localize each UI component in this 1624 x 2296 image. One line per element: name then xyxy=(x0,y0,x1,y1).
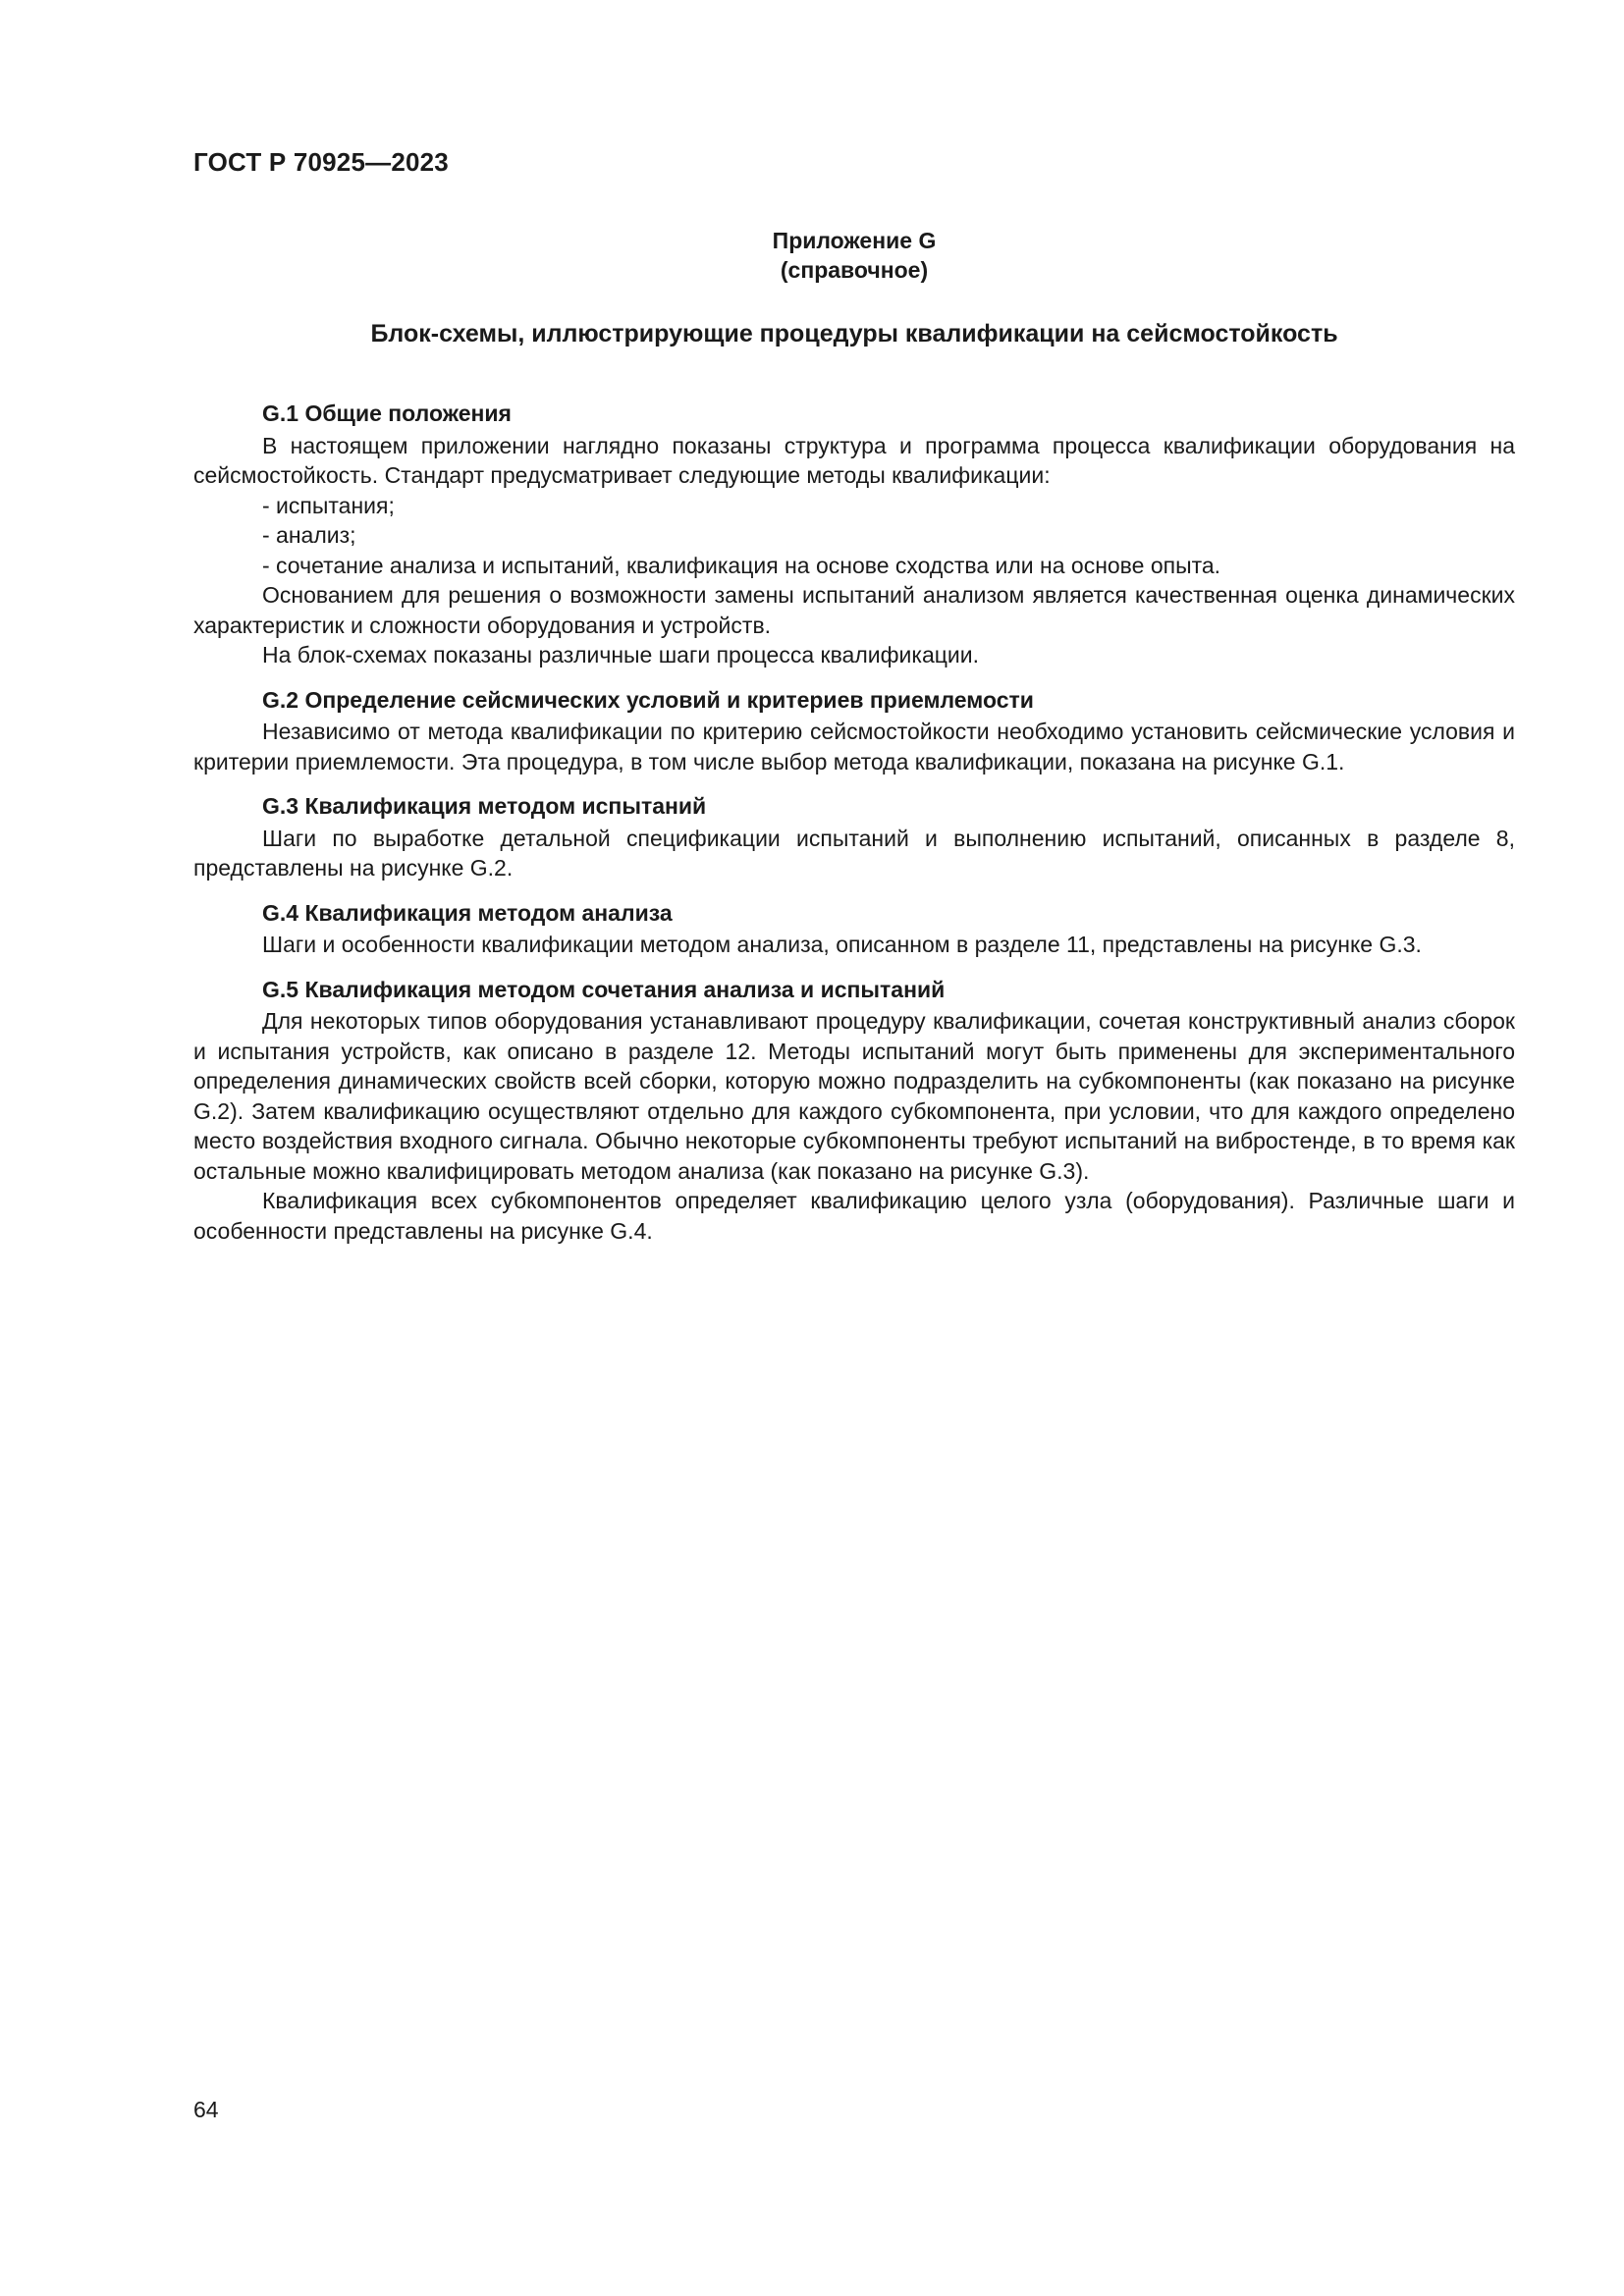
annex-type: (справочное) xyxy=(780,257,929,283)
paragraph: Шаги и особенности квалификации методом анализа, описанном в разделе 11, представлены на рисунке G.3. xyxy=(262,932,1422,957)
document-number: ГОСТ Р 70925—2023 xyxy=(193,147,449,177)
annex-label-block xyxy=(193,226,1515,285)
paragraph: Независимо от метода квалификации по критерию сейсмостойкости необходимо установить сейсмические условия и критерии приемлемости. Эта процедура, в том числе выбор метода квалификации, показана на рисунке G.1. xyxy=(193,719,1515,774)
list-item: - анализ; xyxy=(262,522,356,548)
paragraph: На блок-схемах показаны различные шаги процесса квалификации. xyxy=(262,642,980,667)
paragraph: Шаги по выработке детальной спецификации испытаний и выполнению испытаний, описанных в разделе 8, представлены на рисунке G.2. xyxy=(193,825,1515,881)
section-heading-g1: G.1 Общие положения xyxy=(262,400,512,426)
section-heading-g3: G.3 Квалификация методом испытаний xyxy=(262,793,707,819)
document-body xyxy=(193,399,1515,1246)
paragraph: Квалификация всех субкомпонентов определяет квалификацию целого узла (оборудования). Различные шаги и особенности представлены на рисунке G.4. xyxy=(193,1188,1515,1244)
section-heading-g2: G.2 Определение сейсмических условий и критериев приемлемости xyxy=(262,686,1034,713)
list-item: - сочетание анализа и испытаний, квалификация на основе сходства или на основе опыта. xyxy=(262,552,1221,578)
paragraph: В настоящем приложении наглядно показаны структура и программа процесса квалификации оборудования на сейсмостойкость. Стандарт предусматривает следующие методы квалификации: xyxy=(193,432,1515,488)
page-number: 64 xyxy=(193,2097,219,2122)
section-heading-g4: G.4 Квалификация методом анализа xyxy=(262,899,673,926)
paragraph: Основанием для решения о возможности замены испытаний анализом является качественная оценка динамических характеристик и сложности оборудования и устройств. xyxy=(193,582,1515,638)
annex-label: Приложение G xyxy=(772,228,937,253)
list-item: - испытания; xyxy=(262,492,395,518)
paragraph: Для некоторых типов оборудования устанавливают процедуру квалификации, сочетая конструктивный анализ сборок и испытания устройств, как описано в разделе 12. Методы испытаний могут быть применены для экспериментального определения динамических свойств всей сборки, которую можно подразделить на субкомпоненты (как показано на рисунке G.2). Затем квалификацию осуществляют отдельно для каждого субкомпонента, при условии, что для каждого определено место воздействия входного сигнала. Обычно некоторые субкомпоненты требуют испытаний на вибростенде, в то время как остальные можно квалифицировать методом анализа (как показано на рисунке G.3). xyxy=(193,1008,1515,1184)
annex-title: Блок-схемы, иллюстрирующие процедуры квалификации на сейсмостойкость xyxy=(370,320,1338,347)
section-heading-g5: G.5 Квалификация методом сочетания анализа и испытаний xyxy=(262,976,946,1002)
